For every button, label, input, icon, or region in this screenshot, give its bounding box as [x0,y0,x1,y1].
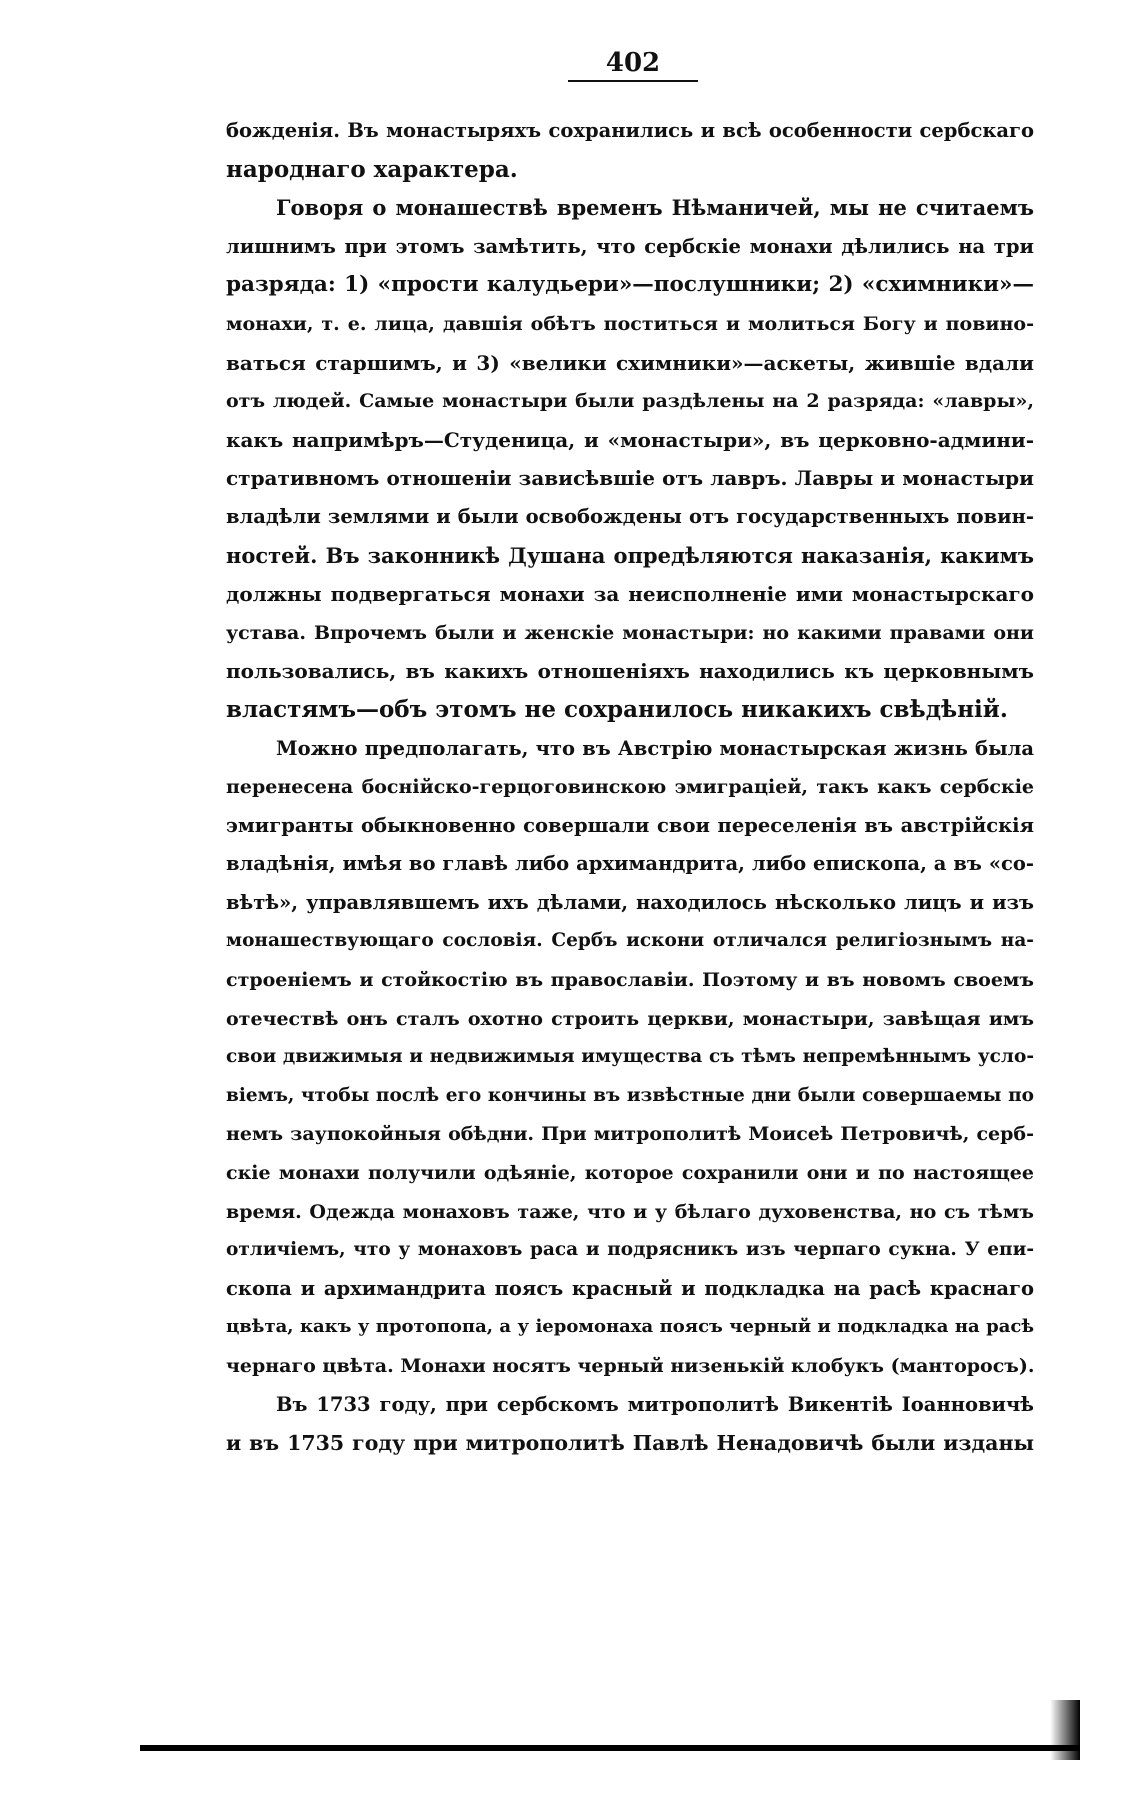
text-line: отличіемъ, что у монаховъ раса и подрясникъ изъ черпаго сукна. У епи- [226,1239,1034,1261]
text-line: Говоря о монашествѣ временъ Нѣманичей, мы не считаемъ [276,195,1034,221]
page-number-underline [568,80,698,82]
text-line: скіе монахи получили одѣяніе, которое сохранили они и по настоящее [226,1162,1034,1185]
text-line: время. Одежда монаховъ таже, что и у бѣлаго духовенства, но съ тѣмъ [226,1200,1034,1223]
text-line: и въ 1735 году при митрополитѣ Павлѣ Ненадовичѣ были изданы [226,1431,1034,1456]
paragraph [226,189,1034,729]
text-line: свои движимыя и недвижимыя имущества съ тѣмъ непремѣннымъ усло- [226,1046,1034,1068]
text-line: лишнимъ при этомъ замѣтить, что сербскіе монахи дѣлились на три [226,234,1034,258]
text-line: отечествѣ онъ сталъ охотно строить церкви, монастыри, завѣщая имъ [226,1007,1034,1030]
text-line: властямъ—объ этомъ не сохранилось никакихъ свѣдѣній. [226,695,1008,723]
text-line: немъ заупокойныя обѣдни. При митрополитѣ Моисеѣ Петровичѣ, серб- [226,1123,1034,1146]
page-number: 402 [605,48,661,78]
text-line: ваться старшимъ, и 3) «велики схимники»—аскеты, жившіе вдали [226,350,1034,375]
text-line: владѣли землями и были освобождены отъ государственныхъ повин- [226,504,1034,528]
paragraph [226,112,1034,189]
text-line: пользовались, въ какихъ отношеніяхъ находились къ церковнымъ [226,659,1034,684]
text-line: монахи, т. е. лица, давшія обѣтъ поститься и молиться Богу и повино- [226,312,1034,335]
text-line: скопа и архимандрита поясъ красный и подкладка на расѣ краснаго [226,1276,1034,1300]
text-line: народнаго характера. [226,155,518,183]
bottom-scan-shadow [1050,1700,1080,1760]
text-line: віемъ, чтобы послѣ его кончины въ извѣстные дни были совершаемы по [226,1084,1034,1106]
body-text [226,112,1034,1463]
text-line: монашествующаго сословія. Сербъ искони отличался религіознымъ на- [226,930,1034,952]
text-line: чернаго цвѣта. Монахи носятъ черный низенькій клобукъ (манторосъ). [226,1355,1034,1377]
text-line: Можно предполагать, что въ Австрію монастырская жизнь была [276,736,1034,760]
text-line: устава. Впрочемъ были и женскіе монастыри: но какими правами они [226,621,1034,644]
text-line: должны подвергаться монахи за неисполненіе ими монастырскаго [226,582,1034,607]
text-line: отъ людей. Самые монастыри были раздѣлены на 2 разряда: «лавры», [226,390,1034,413]
text-line: Въ 1733 году, при сербскомъ митрополитѣ Викентіѣ Іоанновичѣ [276,1392,1034,1416]
text-line: стративномъ отношеніи зависѣвшіе отъ лавръ. Лавры и монастыри [226,466,1034,491]
paragraph [226,1386,1034,1463]
text-line: ностей. Въ законникѣ Душана опредѣляются наказанія, какимъ [226,542,1034,568]
text-line: разряда: 1) «прости калудьери»—послушники; 2) «схимники»— [226,272,1034,298]
text-line: перенесена боснійско-герцоговинскою эмиграціей, такъ какъ сербскіе [226,776,1034,799]
text-line: эмигранты обыкновенно совершали свои переселенія въ австрійскія [226,813,1034,837]
paragraph [226,730,1034,1386]
text-line: какъ напримѣръ—Студеница, и «монастыри», въ церковно-админи- [226,427,1034,452]
text-line: владѣнія, имѣя во главѣ либо архимандрита, либо епископа, а въ «со- [226,852,1034,876]
text-line: вѣтѣ», управлявшемъ ихъ дѣлами, находилось нѣсколько лицъ и изъ [226,890,1034,914]
bottom-scan-edge [140,1745,1080,1751]
text-line: строеніемъ и стойкостію въ православіи. Поэтому и въ новомъ своемъ [226,969,1034,992]
text-line: божденія. Въ монастыряхъ сохранились и всѣ особенности сербскаго [226,119,1034,142]
text-line: цвѣта, какъ у протопопа, а у іеромонаха поясъ черный и подкладка на расѣ [226,1316,1034,1338]
